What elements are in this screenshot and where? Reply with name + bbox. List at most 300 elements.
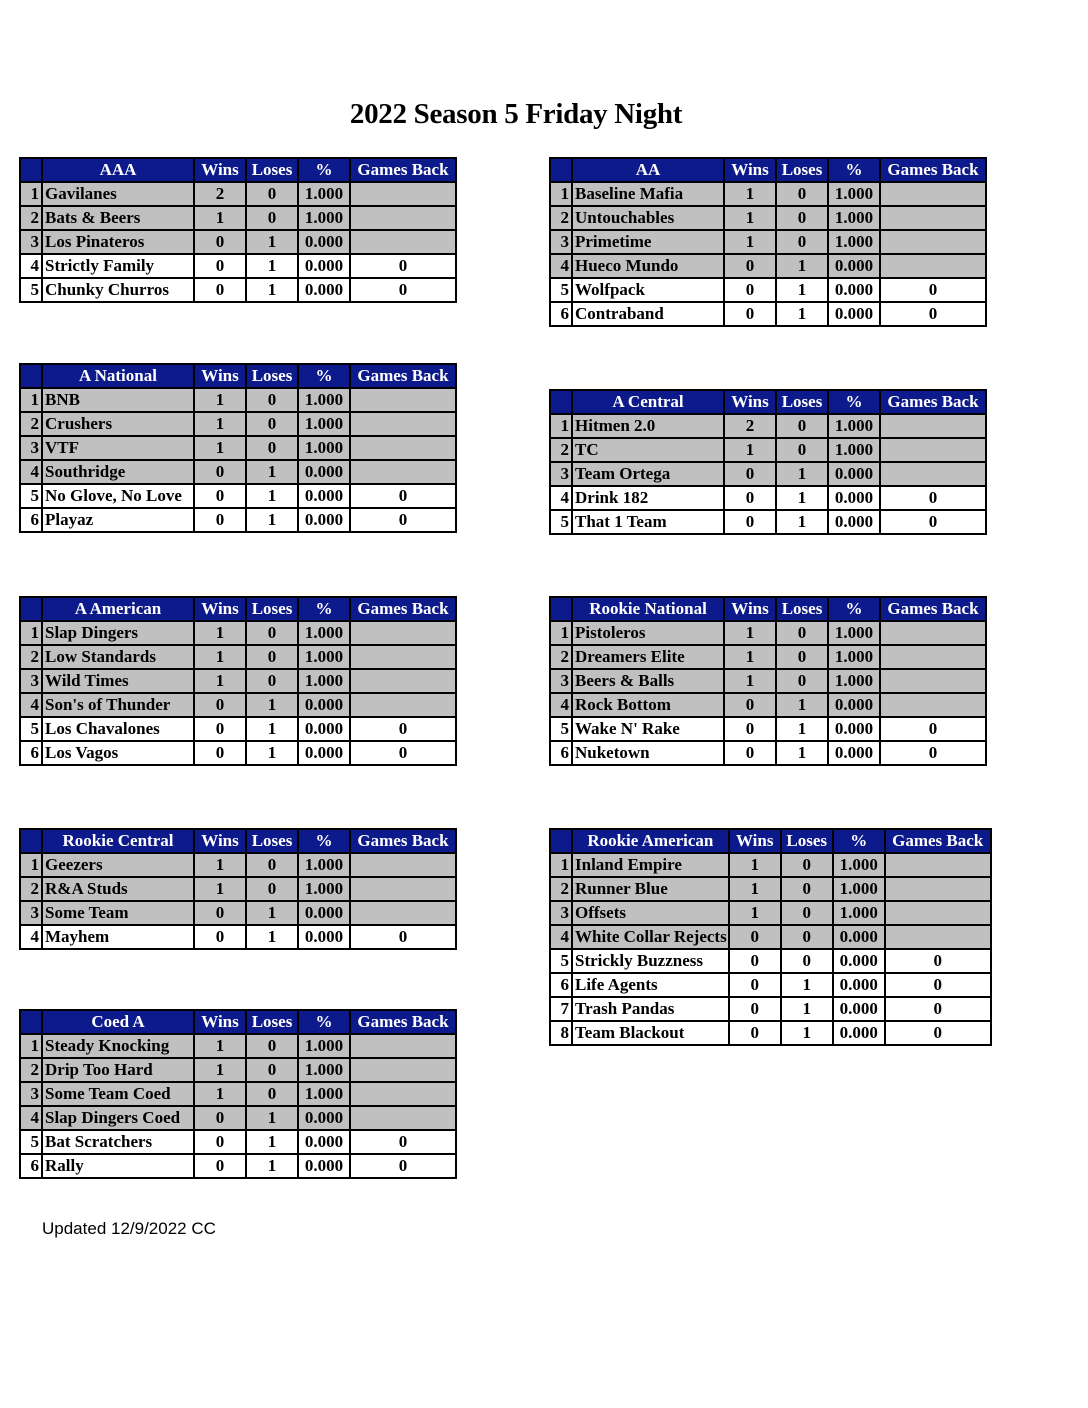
header-row bbox=[550, 158, 986, 182]
table-row bbox=[20, 1082, 456, 1106]
wins-cell: 0 bbox=[194, 460, 246, 484]
table-row bbox=[550, 669, 986, 693]
rank-header bbox=[550, 597, 572, 621]
games-back-cell bbox=[885, 853, 991, 877]
division-name: A National bbox=[42, 364, 194, 388]
header-row bbox=[550, 597, 986, 621]
team-name-cell: Drink 182 bbox=[572, 486, 724, 510]
rank-cell: 2 bbox=[20, 1058, 42, 1082]
games-back-header: Games Back bbox=[350, 597, 456, 621]
games-back-cell bbox=[350, 182, 456, 206]
wins-cell: 0 bbox=[724, 278, 776, 302]
table-row bbox=[20, 460, 456, 484]
loses-cell: 1 bbox=[246, 508, 298, 532]
team-name-cell: White Collar Rejects bbox=[572, 925, 729, 949]
pct-cell: 1.000 bbox=[298, 1034, 350, 1058]
table-row bbox=[550, 877, 991, 901]
loses-cell: 0 bbox=[781, 949, 833, 973]
header-row bbox=[20, 829, 456, 853]
wins-cell: 1 bbox=[724, 669, 776, 693]
pct-cell: 1.000 bbox=[828, 645, 880, 669]
wins-cell: 1 bbox=[724, 182, 776, 206]
table-row bbox=[20, 901, 456, 925]
table-row bbox=[20, 206, 456, 230]
loses-header: Loses bbox=[246, 829, 298, 853]
header-row bbox=[550, 390, 986, 414]
loses-cell: 0 bbox=[246, 621, 298, 645]
loses-cell: 0 bbox=[246, 1058, 298, 1082]
pct-cell: 0.000 bbox=[828, 741, 880, 765]
table-row bbox=[550, 414, 986, 438]
team-name-cell: Team Blackout bbox=[572, 1021, 729, 1045]
team-name-cell: Bats & Beers bbox=[42, 206, 194, 230]
wins-cell: 0 bbox=[729, 925, 781, 949]
loses-cell: 0 bbox=[246, 853, 298, 877]
games-back-cell bbox=[350, 388, 456, 412]
table-row bbox=[550, 997, 991, 1021]
rank-header bbox=[20, 597, 42, 621]
rank-cell: 3 bbox=[20, 1082, 42, 1106]
pct-cell: 1.000 bbox=[828, 206, 880, 230]
pct-cell: 1.000 bbox=[298, 1082, 350, 1106]
rank-header bbox=[550, 158, 572, 182]
rank-cell: 3 bbox=[20, 230, 42, 254]
header-row bbox=[550, 829, 991, 853]
rank-cell: 4 bbox=[20, 693, 42, 717]
team-name-cell: Southridge bbox=[42, 460, 194, 484]
pct-cell: 0.000 bbox=[298, 484, 350, 508]
games-back-header: Games Back bbox=[885, 829, 991, 853]
loses-cell: 0 bbox=[246, 877, 298, 901]
loses-cell: 1 bbox=[776, 693, 828, 717]
rank-cell: 4 bbox=[550, 925, 572, 949]
pct-cell: 0.000 bbox=[833, 973, 885, 997]
games-back-cell bbox=[880, 438, 986, 462]
rank-cell: 1 bbox=[550, 621, 572, 645]
games-back-cell bbox=[350, 460, 456, 484]
pct-cell: 0.000 bbox=[828, 278, 880, 302]
team-name-cell: No Glove, No Love bbox=[42, 484, 194, 508]
games-back-cell bbox=[880, 182, 986, 206]
loses-cell: 1 bbox=[246, 278, 298, 302]
team-name-cell: Primetime bbox=[572, 230, 724, 254]
pct-header: % bbox=[298, 158, 350, 182]
wins-cell: 0 bbox=[724, 302, 776, 326]
wins-cell: 1 bbox=[729, 877, 781, 901]
team-name-cell: Drip Too Hard bbox=[42, 1058, 194, 1082]
games-back-cell: 0 bbox=[350, 741, 456, 765]
wins-cell: 0 bbox=[194, 693, 246, 717]
wins-cell: 0 bbox=[724, 254, 776, 278]
loses-cell: 1 bbox=[246, 460, 298, 484]
loses-cell: 0 bbox=[776, 669, 828, 693]
team-name-cell: Pistoleros bbox=[572, 621, 724, 645]
table-row bbox=[20, 853, 456, 877]
wins-cell: 1 bbox=[194, 1082, 246, 1106]
team-name-cell: Mayhem bbox=[42, 925, 194, 949]
loses-header: Loses bbox=[246, 1010, 298, 1034]
wins-header: Wins bbox=[724, 597, 776, 621]
rank-cell: 1 bbox=[20, 621, 42, 645]
wins-cell: 1 bbox=[194, 669, 246, 693]
games-back-cell bbox=[880, 462, 986, 486]
loses-cell: 0 bbox=[776, 230, 828, 254]
rank-cell: 5 bbox=[20, 484, 42, 508]
team-name-cell: Contraband bbox=[572, 302, 724, 326]
pct-cell: 0.000 bbox=[298, 508, 350, 532]
games-back-cell bbox=[350, 206, 456, 230]
wins-cell: 1 bbox=[194, 877, 246, 901]
table-row bbox=[550, 621, 986, 645]
games-back-cell bbox=[350, 1034, 456, 1058]
team-name-cell: Wolfpack bbox=[572, 278, 724, 302]
games-back-cell bbox=[350, 1058, 456, 1082]
loses-cell: 1 bbox=[246, 741, 298, 765]
rank-header bbox=[550, 390, 572, 414]
pct-cell: 0.000 bbox=[828, 302, 880, 326]
games-back-cell: 0 bbox=[350, 717, 456, 741]
table-row bbox=[550, 693, 986, 717]
games-back-cell: 0 bbox=[350, 484, 456, 508]
standings-table-a-central bbox=[549, 389, 987, 535]
loses-cell: 1 bbox=[246, 1130, 298, 1154]
team-name-cell: Hueco Mundo bbox=[572, 254, 724, 278]
wins-cell: 1 bbox=[194, 1034, 246, 1058]
loses-cell: 0 bbox=[776, 621, 828, 645]
table-row bbox=[550, 973, 991, 997]
games-back-cell bbox=[350, 436, 456, 460]
pct-cell: 1.000 bbox=[828, 621, 880, 645]
pct-cell: 1.000 bbox=[298, 182, 350, 206]
rank-cell: 8 bbox=[550, 1021, 572, 1045]
loses-cell: 0 bbox=[776, 414, 828, 438]
team-name-cell: Dreamers Elite bbox=[572, 645, 724, 669]
team-name-cell: Baseline Mafia bbox=[572, 182, 724, 206]
pct-cell: 1.000 bbox=[298, 853, 350, 877]
header-row bbox=[20, 597, 456, 621]
pct-cell: 1.000 bbox=[828, 182, 880, 206]
wins-cell: 1 bbox=[724, 621, 776, 645]
wins-cell: 1 bbox=[724, 645, 776, 669]
table-row bbox=[20, 621, 456, 645]
games-back-cell: 0 bbox=[885, 949, 991, 973]
games-back-cell bbox=[885, 925, 991, 949]
wins-cell: 1 bbox=[194, 388, 246, 412]
loses-cell: 1 bbox=[246, 1154, 298, 1178]
team-name-cell: Inland Empire bbox=[572, 853, 729, 877]
table-row bbox=[20, 484, 456, 508]
division-name: AA bbox=[572, 158, 724, 182]
pct-cell: 0.000 bbox=[828, 254, 880, 278]
standings-table-a-national bbox=[19, 363, 457, 533]
pct-cell: 1.000 bbox=[298, 1058, 350, 1082]
pct-cell: 0.000 bbox=[298, 925, 350, 949]
games-back-cell bbox=[880, 230, 986, 254]
games-back-cell bbox=[350, 645, 456, 669]
rank-cell: 4 bbox=[550, 254, 572, 278]
rank-cell: 5 bbox=[20, 278, 42, 302]
loses-cell: 0 bbox=[246, 436, 298, 460]
wins-cell: 0 bbox=[194, 741, 246, 765]
table-row bbox=[550, 438, 986, 462]
division-name: Rookie Central bbox=[42, 829, 194, 853]
games-back-cell: 0 bbox=[350, 508, 456, 532]
games-back-header: Games Back bbox=[880, 158, 986, 182]
rank-cell: 5 bbox=[550, 717, 572, 741]
loses-cell: 0 bbox=[246, 1082, 298, 1106]
team-name-cell: BNB bbox=[42, 388, 194, 412]
table-row bbox=[20, 508, 456, 532]
pct-cell: 0.000 bbox=[298, 1106, 350, 1130]
rank-cell: 6 bbox=[20, 741, 42, 765]
page-title: 2022 Season 5 Friday Night bbox=[349, 98, 683, 130]
games-back-cell: 0 bbox=[880, 302, 986, 326]
games-back-cell: 0 bbox=[880, 717, 986, 741]
table-row bbox=[550, 486, 986, 510]
wins-cell: 0 bbox=[724, 741, 776, 765]
rank-cell: 3 bbox=[550, 230, 572, 254]
rank-cell: 5 bbox=[20, 717, 42, 741]
table-row bbox=[550, 925, 991, 949]
loses-header: Loses bbox=[776, 390, 828, 414]
wins-header: Wins bbox=[194, 1010, 246, 1034]
standings-table-aa bbox=[549, 157, 987, 327]
pct-cell: 1.000 bbox=[298, 621, 350, 645]
wins-header: Wins bbox=[729, 829, 781, 853]
games-back-header: Games Back bbox=[880, 597, 986, 621]
games-back-cell: 0 bbox=[885, 997, 991, 1021]
team-name-cell: TC bbox=[572, 438, 724, 462]
wins-cell: 1 bbox=[729, 853, 781, 877]
games-back-cell: 0 bbox=[350, 278, 456, 302]
wins-cell: 0 bbox=[729, 973, 781, 997]
rank-cell: 2 bbox=[550, 206, 572, 230]
table-row bbox=[20, 693, 456, 717]
pct-cell: 1.000 bbox=[833, 877, 885, 901]
table-row bbox=[20, 1130, 456, 1154]
pct-cell: 0.000 bbox=[298, 901, 350, 925]
pct-cell: 1.000 bbox=[828, 230, 880, 254]
pct-header: % bbox=[828, 597, 880, 621]
wins-cell: 1 bbox=[194, 206, 246, 230]
rank-cell: 2 bbox=[20, 645, 42, 669]
wins-header: Wins bbox=[194, 158, 246, 182]
table-row bbox=[550, 462, 986, 486]
standings-table-rookie-national bbox=[549, 596, 987, 766]
rank-cell: 3 bbox=[20, 436, 42, 460]
table-row bbox=[550, 901, 991, 925]
games-back-cell bbox=[350, 621, 456, 645]
wins-cell: 1 bbox=[194, 645, 246, 669]
rank-cell: 4 bbox=[20, 1106, 42, 1130]
pct-cell: 1.000 bbox=[833, 853, 885, 877]
pct-cell: 0.000 bbox=[298, 230, 350, 254]
pct-cell: 0.000 bbox=[833, 949, 885, 973]
wins-cell: 1 bbox=[194, 853, 246, 877]
wins-cell: 2 bbox=[724, 414, 776, 438]
games-back-cell: 0 bbox=[350, 254, 456, 278]
pct-header: % bbox=[828, 390, 880, 414]
games-back-cell bbox=[880, 645, 986, 669]
wins-header: Wins bbox=[724, 390, 776, 414]
table-row bbox=[20, 717, 456, 741]
team-name-cell: That 1 Team bbox=[572, 510, 724, 534]
team-name-cell: Some Team Coed bbox=[42, 1082, 194, 1106]
team-name-cell: Rally bbox=[42, 1154, 194, 1178]
wins-header: Wins bbox=[724, 158, 776, 182]
loses-cell: 1 bbox=[776, 510, 828, 534]
games-back-cell: 0 bbox=[885, 1021, 991, 1045]
table-row bbox=[20, 388, 456, 412]
pct-cell: 0.000 bbox=[298, 1130, 350, 1154]
pct-cell: 1.000 bbox=[298, 669, 350, 693]
games-back-cell bbox=[350, 230, 456, 254]
team-name-cell: Wild Times bbox=[42, 669, 194, 693]
loses-header: Loses bbox=[776, 597, 828, 621]
games-back-header: Games Back bbox=[350, 364, 456, 388]
team-name-cell: Slap Dingers bbox=[42, 621, 194, 645]
team-name-cell: Nuketown bbox=[572, 741, 724, 765]
wins-cell: 2 bbox=[194, 182, 246, 206]
wins-cell: 0 bbox=[724, 693, 776, 717]
team-name-cell: Beers & Balls bbox=[572, 669, 724, 693]
loses-cell: 0 bbox=[246, 412, 298, 436]
team-name-cell: R&A Studs bbox=[42, 877, 194, 901]
pct-cell: 1.000 bbox=[298, 412, 350, 436]
table-row bbox=[20, 254, 456, 278]
table-row bbox=[550, 949, 991, 973]
team-name-cell: Son's of Thunder bbox=[42, 693, 194, 717]
games-back-cell bbox=[350, 877, 456, 901]
games-back-cell: 0 bbox=[880, 741, 986, 765]
table-row bbox=[20, 877, 456, 901]
table-row bbox=[20, 741, 456, 765]
wins-cell: 0 bbox=[724, 462, 776, 486]
loses-header: Loses bbox=[246, 158, 298, 182]
games-back-cell bbox=[350, 669, 456, 693]
pct-cell: 0.000 bbox=[828, 693, 880, 717]
pct-cell: 1.000 bbox=[298, 206, 350, 230]
loses-cell: 0 bbox=[246, 182, 298, 206]
table-row bbox=[550, 254, 986, 278]
wins-cell: 0 bbox=[194, 901, 246, 925]
table-row bbox=[20, 230, 456, 254]
pct-header: % bbox=[298, 1010, 350, 1034]
team-name-cell: Steady Knocking bbox=[42, 1034, 194, 1058]
loses-cell: 1 bbox=[781, 973, 833, 997]
team-name-cell: Los Chavalones bbox=[42, 717, 194, 741]
pct-header: % bbox=[828, 158, 880, 182]
wins-cell: 0 bbox=[194, 278, 246, 302]
wins-cell: 0 bbox=[724, 486, 776, 510]
games-back-cell bbox=[880, 414, 986, 438]
team-name-cell: Team Ortega bbox=[572, 462, 724, 486]
rank-cell: 2 bbox=[550, 877, 572, 901]
rank-cell: 5 bbox=[550, 510, 572, 534]
table-row bbox=[550, 510, 986, 534]
loses-cell: 1 bbox=[781, 997, 833, 1021]
games-back-cell bbox=[880, 206, 986, 230]
games-back-cell: 0 bbox=[350, 1130, 456, 1154]
games-back-cell bbox=[350, 412, 456, 436]
pct-cell: 1.000 bbox=[828, 669, 880, 693]
games-back-cell bbox=[350, 1082, 456, 1106]
rank-cell: 3 bbox=[550, 901, 572, 925]
wins-cell: 0 bbox=[194, 508, 246, 532]
pct-cell: 0.000 bbox=[298, 1154, 350, 1178]
division-name: A American bbox=[42, 597, 194, 621]
loses-cell: 1 bbox=[246, 693, 298, 717]
rank-cell: 4 bbox=[20, 254, 42, 278]
pct-cell: 0.000 bbox=[828, 510, 880, 534]
loses-cell: 1 bbox=[776, 278, 828, 302]
loses-cell: 1 bbox=[246, 1106, 298, 1130]
loses-cell: 0 bbox=[246, 669, 298, 693]
games-back-cell: 0 bbox=[350, 1154, 456, 1178]
team-name-cell: Trash Pandas bbox=[572, 997, 729, 1021]
pct-cell: 0.000 bbox=[833, 997, 885, 1021]
team-name-cell: Slap Dingers Coed bbox=[42, 1106, 194, 1130]
games-back-cell bbox=[350, 693, 456, 717]
team-name-cell: Some Team bbox=[42, 901, 194, 925]
wins-header: Wins bbox=[194, 829, 246, 853]
team-name-cell: Strictly Family bbox=[42, 254, 194, 278]
loses-cell: 1 bbox=[776, 302, 828, 326]
division-name: Coed A bbox=[42, 1010, 194, 1034]
wins-header: Wins bbox=[194, 597, 246, 621]
table-row bbox=[20, 925, 456, 949]
team-name-cell: Low Standards bbox=[42, 645, 194, 669]
rank-cell: 6 bbox=[550, 302, 572, 326]
loses-cell: 1 bbox=[776, 486, 828, 510]
rank-cell: 1 bbox=[550, 414, 572, 438]
table-row bbox=[20, 1154, 456, 1178]
pct-header: % bbox=[833, 829, 885, 853]
rank-cell: 2 bbox=[550, 645, 572, 669]
loses-cell: 1 bbox=[246, 484, 298, 508]
table-row bbox=[550, 302, 986, 326]
games-back-cell: 0 bbox=[880, 278, 986, 302]
rank-cell: 1 bbox=[20, 1034, 42, 1058]
loses-cell: 0 bbox=[781, 925, 833, 949]
loses-cell: 1 bbox=[246, 717, 298, 741]
rank-cell: 6 bbox=[20, 508, 42, 532]
team-name-cell: Crushers bbox=[42, 412, 194, 436]
header-row bbox=[20, 364, 456, 388]
games-back-cell bbox=[350, 853, 456, 877]
rank-cell: 5 bbox=[550, 278, 572, 302]
table-row bbox=[550, 1021, 991, 1045]
rank-cell: 1 bbox=[550, 853, 572, 877]
wins-cell: 0 bbox=[194, 254, 246, 278]
rank-header bbox=[20, 1010, 42, 1034]
wins-cell: 1 bbox=[724, 230, 776, 254]
team-name-cell: Offsets bbox=[572, 901, 729, 925]
pct-cell: 1.000 bbox=[298, 436, 350, 460]
team-name-cell: Untouchables bbox=[572, 206, 724, 230]
standings-table-aaa bbox=[19, 157, 457, 303]
team-name-cell: Life Agents bbox=[572, 973, 729, 997]
pct-header: % bbox=[298, 597, 350, 621]
team-name-cell: Chunky Churros bbox=[42, 278, 194, 302]
loses-cell: 0 bbox=[781, 901, 833, 925]
wins-cell: 1 bbox=[729, 901, 781, 925]
table-row bbox=[20, 182, 456, 206]
rank-cell: 3 bbox=[550, 669, 572, 693]
games-back-header: Games Back bbox=[350, 1010, 456, 1034]
team-name-cell: Geezers bbox=[42, 853, 194, 877]
wins-cell: 1 bbox=[194, 412, 246, 436]
